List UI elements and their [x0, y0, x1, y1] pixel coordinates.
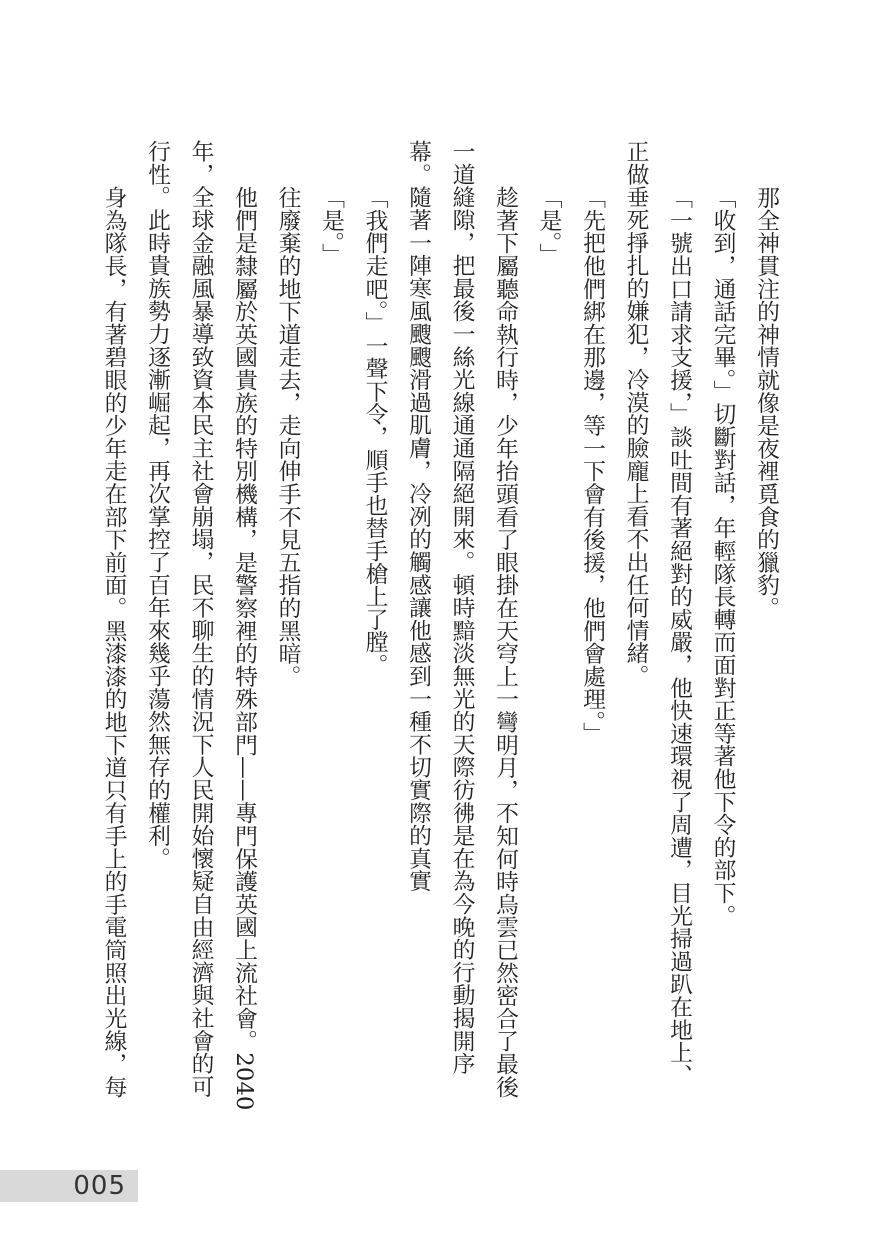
text-line: 他們是隸屬於英國貴族的特別機構，是警察裡的特殊部門——專門保護英國上流社會。2040	[231, 185, 257, 1111]
paragraph	[135, 140, 266, 1111]
page-number: 005	[73, 1171, 126, 1201]
text-line: 年，全球金融風暴導致資本民主社會崩塌，民不聊生的情況下人民開始懷疑自由經濟與社會的可	[187, 140, 214, 1098]
body-text	[91, 140, 787, 1111]
text-line: 幕。隨著一陣寒風颼颼滑過肌膚，冷冽的觸感讓他感到一種不切實際的真實	[405, 140, 431, 893]
paragraph	[91, 140, 135, 1100]
page-number-tab	[0, 1170, 138, 1202]
text-line: 身為隊長，有著碧眼的少年走在部下前面。黑漆漆的地下道只有手上的手電筒照出光線，每	[100, 185, 127, 1098]
paragraph	[744, 140, 788, 1100]
text-line: 「是。」	[318, 185, 344, 266]
text-line: 往廢棄的地下道走去，走向伸手不見五指的黑暗。	[274, 185, 301, 688]
text-line: 趁著下屬聽命執行時，少年抬頭看了眼掛在天穹上一彎明月，不知何時烏雲已然密合了最後	[492, 185, 518, 1098]
paragraph	[352, 140, 396, 1100]
paragraph	[613, 140, 700, 1100]
paragraph	[700, 140, 744, 1100]
text-line: 正做垂死掙扎的嫌犯，冷漠的臉龐上看不出任何情緒。	[622, 140, 649, 688]
text-line: 「我們走吧。」一聲下令，順手也替手槍上了膛。	[361, 185, 388, 676]
text-line: 一道縫隙，把最後一絲光線通通隔絕開來。頓時黯淡無光的天際彷彿是在為今晚的行動揭開序	[448, 140, 475, 1075]
text-line: 「一號出口請求支援，」談吐間有著絕對的威嚴，他快速環視了周遭，目光掃過趴在地上、	[666, 185, 692, 1087]
paragraph	[396, 140, 527, 1100]
paragraph	[265, 140, 309, 1100]
paragraph	[309, 140, 353, 1100]
paragraph	[526, 140, 570, 1100]
text-line: 「先把他們綁在那邊，等一下會有後援，他們會處理。」	[579, 185, 605, 745]
text-line: 「是。」	[535, 185, 562, 266]
text-line: 「收到，通話完畢。」切斷對話，年輕隊長轉而面對正等著他下令的部下。	[709, 185, 736, 927]
text-line: 行性。此時貴族勢力逐漸崛起，再次掌控了百年來幾乎蕩然無存的權利。	[144, 140, 170, 870]
text-line: 那全神貫注的神情就像是夜裡覓食的獵豹。	[753, 185, 779, 619]
paragraph	[570, 140, 614, 1100]
